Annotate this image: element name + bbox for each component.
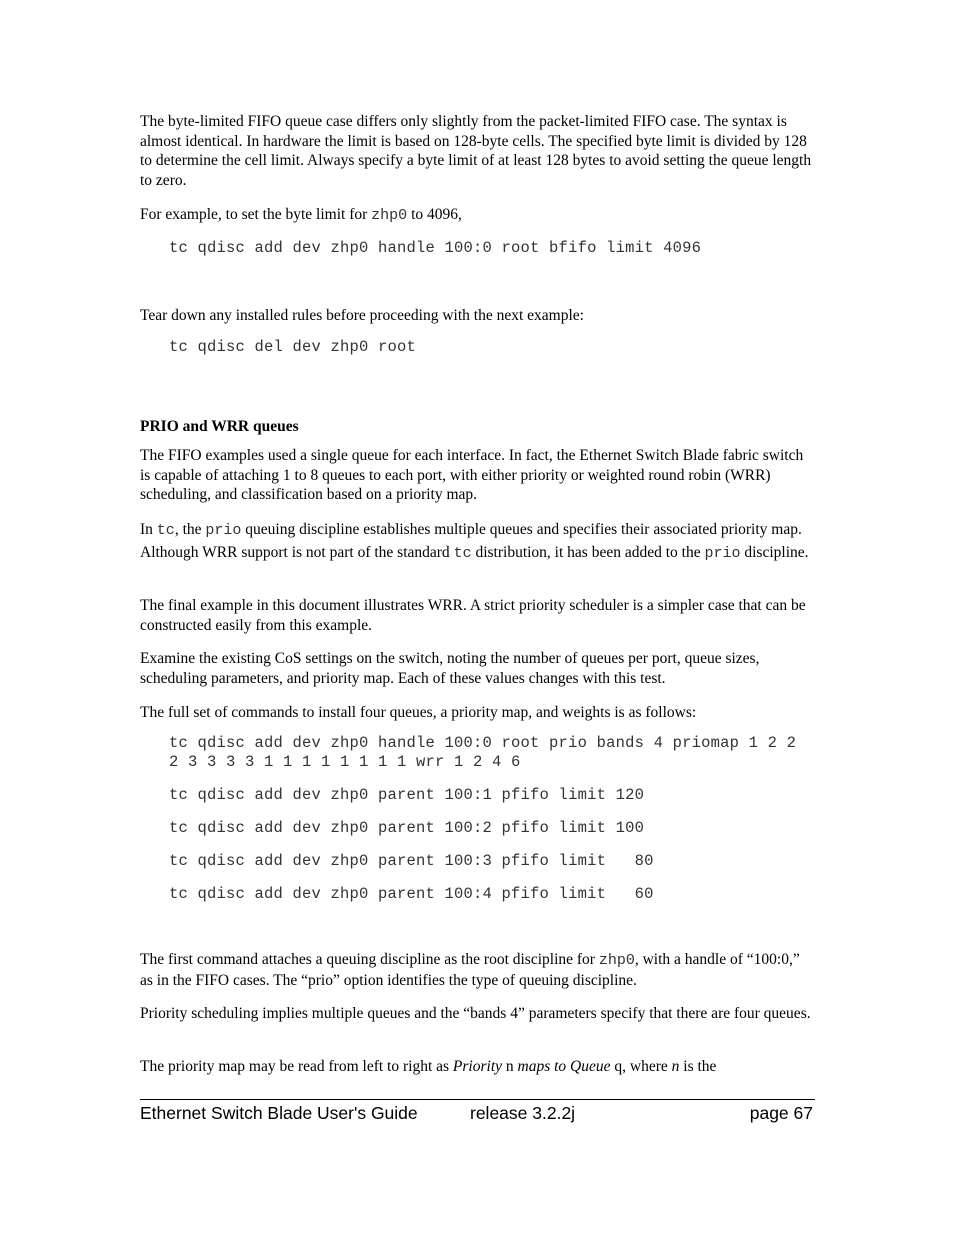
code-del-root: tc qdisc del dev zhp0 root — [169, 338, 417, 356]
code-bfifo: tc qdisc add dev zhp0 handle 100:0 root bfifo limit 4096 — [169, 239, 702, 257]
text-span: to 4096, — [407, 206, 462, 223]
text-span: discipline. — [740, 543, 809, 561]
text-span: distribution, it has been added to the — [471, 543, 705, 561]
inline-code: tc — [156, 522, 175, 539]
inline-code: zhp0 — [371, 207, 408, 224]
paragraph-cos-settings: Examine the existing CoS settings on the switch, noting the number of queues per port, queue sizes, scheduling parameters, and priority map. Each of these values changes with this test. — [140, 650, 760, 687]
paragraph-final-example: The final example in this document illustrates WRR. A strict priority scheduler is a simpler case that can be constructed easily from this example. — [140, 597, 806, 634]
paragraph-byte-limit-example — [140, 205, 462, 226]
code-pfifo-4: tc qdisc add dev zhp0 parent 100:4 pfifo limit 60 — [169, 885, 654, 903]
footer-page-number: page 67 — [749, 1103, 813, 1123]
text-span: , with a handle of “100:0,” as in the FIFO cases. The “prio” option identifies the type of queuing discipline. — [140, 951, 800, 989]
paragraph-priority-scheduling: Priority scheduling implies multiple queues and the “bands 4” parameters specify that there are four queues. — [140, 1005, 811, 1022]
paragraph-first-command — [140, 950, 816, 990]
paragraph-teardown: Tear down any installed rules before proceeding with the next example: — [140, 307, 584, 324]
inline-code: tc — [453, 544, 472, 562]
text-span: The priority map may be read from left to right as — [140, 1058, 453, 1075]
footer-title: Ethernet Switch Blade User's Guide — [140, 1103, 418, 1123]
italic-text: Priority — [452, 1058, 503, 1075]
inline-code: prio — [205, 522, 242, 539]
footer-release: release 3.2.2j — [470, 1103, 576, 1123]
text-span: n — [502, 1058, 518, 1075]
text-span: In — [140, 521, 157, 538]
text-span: For example, to set the byte limit for — [140, 206, 372, 223]
text-span: queuing discipline establishes multiple queues and specifies their associated priority map. Although WRR support is not part of the standard — [140, 521, 802, 561]
code-pfifo-3: tc qdisc add dev zhp0 parent 100:3 pfifo limit 80 — [169, 852, 654, 870]
code-pfifo-1: tc qdisc add dev zhp0 parent 100:1 pfifo limit 120 — [169, 786, 645, 804]
inline-code: zhp0 — [598, 952, 635, 969]
italic-text: n — [671, 1058, 680, 1075]
paragraph-prio-discipline — [140, 519, 816, 564]
page-footer — [140, 1099, 815, 1123]
inline-code: prio — [704, 544, 741, 562]
text-span: q, where — [610, 1058, 672, 1075]
paragraph-byte-limited: The byte-limited FIFO queue case differs only slightly from the packet-limited FIFO case. The syntax is almost identical. In hardware the limit is based on 128-byte cells. The specified byte limit is divided by 128 to determine the cell limit. Always specify a byte limit of at least 128 bytes to avoid setting the queue length to zero. — [140, 113, 812, 189]
paragraph-full-commands: The full set of commands to install four queues, a priority map, and weights is as follows: — [140, 704, 697, 721]
code-pfifo-2: tc qdisc add dev zhp0 parent 100:2 pfifo limit 100 — [169, 819, 645, 837]
paragraph-fifo-examples: The FIFO examples used a single queue for each interface. In fact, the Ethernet Switch Blade fabric switch is capable of attaching 1 to 8 queues to each port, with either priority or weighted round robin (WRR) scheduling, and classification based on a priority map. — [140, 447, 804, 503]
section-heading: PRIO and WRR queues — [140, 418, 299, 435]
code-prio-root: tc qdisc add dev zhp0 handle 100:0 root prio bands 4 priomap 1 2 2 2 3 3 3 3 1 1 1 1 1 1 1 1 wrr 1 2 4 6 — [169, 734, 806, 771]
italic-text: maps to Queue — [517, 1058, 611, 1075]
text-span: The first command attaches a queuing discipline as the root discipline for — [140, 951, 599, 968]
text-span: is the — [679, 1058, 717, 1075]
paragraph-priority-map — [140, 1057, 816, 1077]
text-span: , the — [174, 521, 206, 538]
